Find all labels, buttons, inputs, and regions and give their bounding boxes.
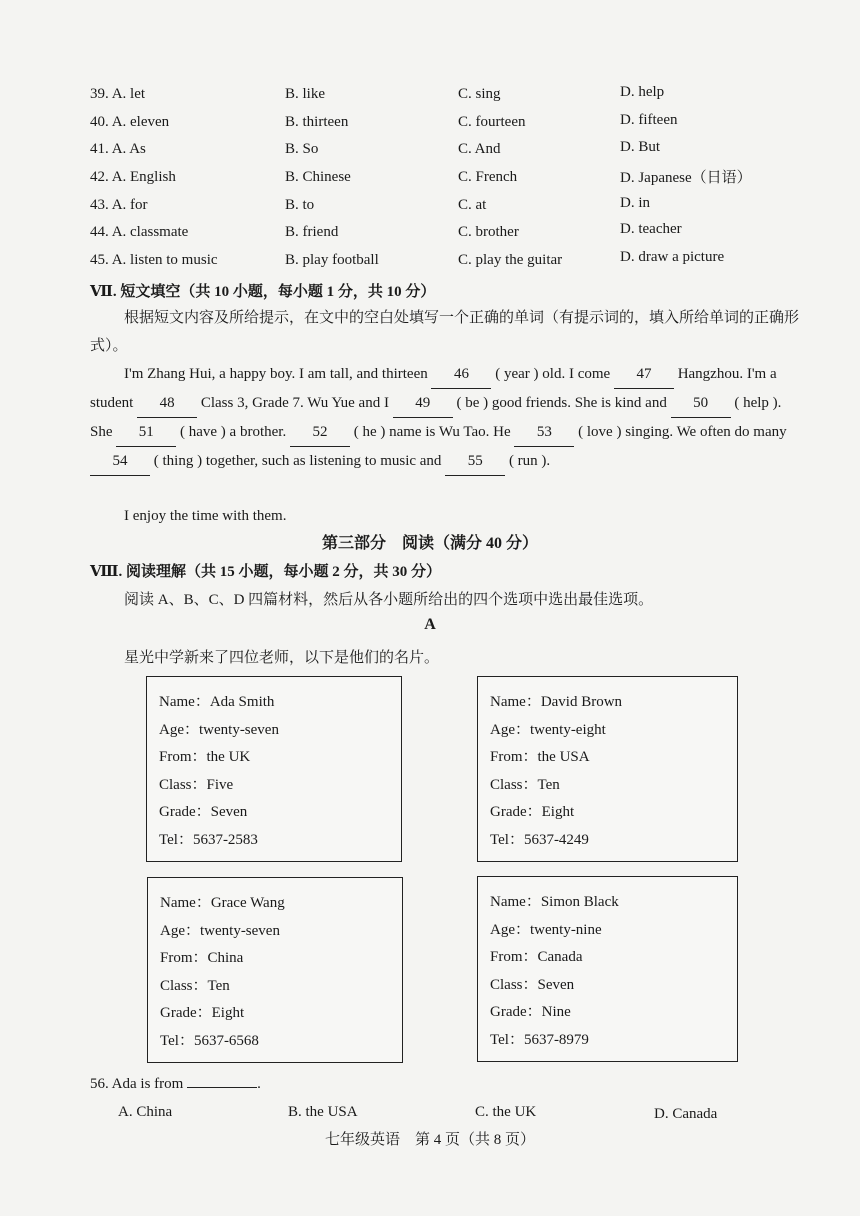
option-c: C. French <box>458 169 518 185</box>
option-a: 45. A. listen to music <box>90 252 218 268</box>
question-40 <box>90 114 790 140</box>
option-c: C. at <box>458 197 487 213</box>
question-41 <box>90 141 790 167</box>
option-a: 41. A. As <box>90 141 146 157</box>
option-c: C. And <box>458 141 501 157</box>
passage-label: A <box>424 616 436 633</box>
option-a: A. China <box>118 1104 173 1120</box>
cloze-last-line: I enjoy the time with them. <box>124 508 287 524</box>
option-b: B. So <box>285 141 319 157</box>
option-c: C. brother <box>458 224 519 240</box>
question-43 <box>90 197 790 223</box>
option-b: B. thirteen <box>285 114 349 130</box>
option-c: C. fourteen <box>458 114 526 130</box>
option-c: C. play the guitar <box>458 252 563 268</box>
page-footer: 七年级英语 第 4 页（共 8 页） <box>324 1132 535 1148</box>
passage-intro: 星光中学新来了四位老师，以下是他们的名片。 <box>124 650 440 666</box>
option-d: D. draw a picture <box>620 249 725 265</box>
question-56-options <box>118 1104 818 1130</box>
option-c: C. sing <box>458 86 501 102</box>
option-a: 40. A. eleven <box>90 114 170 130</box>
option-b: B. like <box>285 86 325 102</box>
option-a: 39. A. let <box>90 86 146 102</box>
option-b: B. the USA <box>288 1104 358 1120</box>
blank-49: 49 <box>393 389 453 418</box>
blank-47: 47 <box>614 360 674 389</box>
option-c: C. the UK <box>475 1104 537 1120</box>
question-56-stem: 56. Ada is from . <box>90 1076 261 1092</box>
blank-53: 53 <box>514 418 574 447</box>
cloze-passage: I'm Zhang Hui, a happy boy. I am tall, and thirteen 46 ( year ) old. I come 47 Hangzhou. I'm a student 48 Class 3, Grade 7. Wu Yue and I 49 ( be ) good friends. She is kind and 50 ( help ). She 51 ( have ) a brother. 52 ( he ) name is Wu Tao. He 53 ( love ) singing. We often do many 54 ( thing ) together, such as listening to music and 55 ( run ). <box>90 360 800 476</box>
option-d: D. fifteen <box>620 112 678 128</box>
blank-46: 46 <box>431 360 491 389</box>
card-simon-black: Name：Simon Black Age：twenty-nine From：Canada Class：Seven Grade：Nine Tel：5637-8979 <box>477 876 738 1062</box>
answer-blank <box>187 1087 257 1088</box>
card-grace-wang: Name：Grace Wang Age：twenty-seven From：China Class：Ten Grade：Eight Tel：5637-6568 <box>147 877 403 1063</box>
option-a: 43. A. for <box>90 197 148 213</box>
option-b: B. Chinese <box>285 169 351 185</box>
section-7-heading: Ⅶ. 短文填空（共 10 小题，每小题 1 分，共 10 分） <box>90 284 436 300</box>
question-44 <box>90 221 790 250</box>
option-a: 42. A. English <box>90 169 176 185</box>
section-8-heading: Ⅷ. 阅读理解（共 15 小题，每小题 2 分，共 30 分） <box>90 564 442 580</box>
option-d: D. Canada <box>654 1106 718 1122</box>
blank-51: 51 <box>116 418 176 447</box>
option-b: B. to <box>285 197 315 213</box>
option-b: B. play football <box>285 252 379 268</box>
option-d: D. But <box>620 139 661 155</box>
blank-55: 55 <box>445 447 505 476</box>
blank-50: 50 <box>671 389 731 418</box>
part-3-title: 第三部分 阅读（满分 40 分） <box>321 535 538 552</box>
question-45 <box>90 249 790 278</box>
question-39 <box>90 86 790 112</box>
question-42 <box>90 169 790 195</box>
option-d: D. Japanese（日语） <box>620 170 752 186</box>
option-d: D. in <box>620 195 650 211</box>
section-8-instruction: 阅读 A、B、C、D 四篇材料，然后从各小题所给出的四个选项中选出最佳选项。 <box>124 592 654 608</box>
card-david-brown: Name：David Brown Age：twenty-eight From：the USA Class：Ten Grade：Eight Tel：5637-4249 <box>477 676 738 862</box>
card-ada-smith: Name：Ada Smith Age：twenty-seven From：the UK Class：Five Grade：Seven Tel：5637-2583 <box>146 676 402 862</box>
section-7-instruction: 根据短文内容及所给提示，在文中的空白处填写一个正确的单词（有提示词的，填入所给单词的正确形式）。 <box>90 310 800 354</box>
blank-48: 48 <box>137 389 197 418</box>
option-d: D. help <box>620 84 665 100</box>
blank-54: 54 <box>90 447 150 476</box>
option-b: B. friend <box>285 224 339 240</box>
blank-52: 52 <box>290 418 350 447</box>
option-d: D. teacher <box>620 221 682 237</box>
option-a: 44. A. classmate <box>90 224 189 240</box>
